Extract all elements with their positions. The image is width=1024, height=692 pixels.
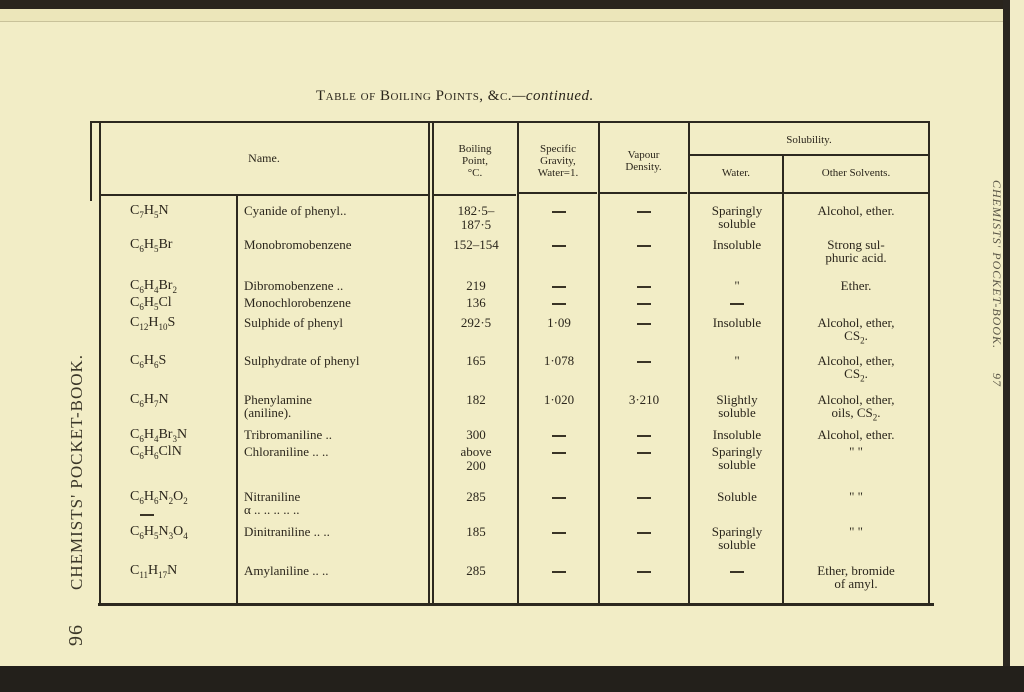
row-formula: $C_7H_5N$ [130, 203, 169, 220]
row-boiling-point: 182·5– [457, 203, 495, 218]
row-boiling-point: 165 [466, 353, 486, 368]
row-boiling-point-line2: 200 [466, 458, 486, 473]
row-water: Soluble [717, 489, 757, 504]
row-gravity: 1·020 [543, 392, 575, 407]
row-formula: $C_6H_4Br_2$ [130, 278, 177, 295]
row-other-solvents: " " [849, 489, 863, 504]
row-water: Insoluble [712, 237, 762, 252]
row-other-solvents: Alcohol, ether. [817, 203, 895, 218]
row-name: Amylaniline .. .. [244, 563, 329, 578]
row-name-line2: α .. .. .. .. .. [244, 502, 300, 517]
row-vapour-dash [637, 497, 651, 499]
row-boiling-point: 136 [466, 295, 486, 310]
row-other-solvents: Strong sul- [827, 237, 885, 252]
facing-page-number: 97 [990, 373, 1004, 388]
row-water: Insoluble [712, 315, 762, 330]
title-suffix: —continued. [512, 88, 594, 104]
row-formula: $C_6H_5Br$ [130, 237, 173, 254]
row-gravity-dash [552, 211, 566, 213]
book-title: CHEMISTS' POCKET-BOOK. [67, 353, 86, 590]
row-formula: $C_6H_6S$ [130, 353, 167, 370]
row-other-solvents-line2: $CS_2$. [844, 328, 868, 346]
row-name: Monochlorobenzene [244, 295, 351, 310]
row-boiling-point: above [460, 444, 492, 459]
row-boiling-point: 292·5 [460, 315, 492, 330]
row-other-solvents-line2: phuric acid. [825, 250, 887, 265]
row-formula: $C_6H_4Br_3N$ [130, 427, 188, 444]
row-gravity-dash [552, 245, 566, 247]
row-water-line2: soluble [718, 537, 756, 552]
row-water: Insoluble [712, 427, 762, 442]
header-other-solvents: Other Solvents. [821, 167, 891, 179]
row-other-solvents-line2: oils, $CS_2$. [831, 405, 881, 423]
row-water: " [734, 278, 740, 293]
row-name: Chloraniline .. .. [244, 444, 329, 459]
row-formula: $C_6H_5Cl$ [130, 295, 172, 312]
row-boiling-point: 185 [466, 524, 486, 539]
row-water: " [734, 353, 740, 368]
title-main: Table of Boiling Points, &c. [316, 88, 513, 104]
row-boiling-point: 285 [466, 563, 486, 578]
row-formula: $C_6H_7N$ [130, 392, 169, 409]
row-vapour-dash [637, 452, 651, 454]
row-gravity-dash [552, 452, 566, 454]
facing-page-edge [1010, 0, 1024, 692]
row-other-solvents: Ether. [840, 278, 872, 293]
row-vapour-dash [637, 532, 651, 534]
row-other-solvents: Alcohol, ether, [817, 315, 895, 330]
row-name: Cyanide of phenyl.. [244, 203, 347, 218]
row-gravity-dash [552, 286, 566, 288]
row-name: Phenylamine [244, 392, 312, 407]
row-name-line2: (aniline). [244, 405, 292, 420]
row-water-line2: soluble [718, 216, 756, 231]
row-formula: $C_6H_5N_3O_4$ [130, 524, 188, 541]
row-formula: $C_{12}H_{10}S$ [130, 315, 176, 332]
row-name: Dinitraniline .. .. [244, 524, 330, 539]
row-vapour-dash [637, 571, 651, 573]
row-other-solvents: Alcohol, ether, [817, 392, 895, 407]
facing-book-title: CHEMISTS' POCKET-BOOK. [990, 180, 1004, 350]
header-name: Name. [248, 151, 280, 165]
row-water: Sparingly [711, 203, 763, 218]
row-gravity-dash [552, 497, 566, 499]
row-name: Nitraniline [244, 489, 301, 504]
row-formula: $C_6H_6ClN$ [130, 444, 182, 461]
header-solubility: Solubility. [786, 134, 832, 146]
row-gravity: 1·078 [543, 353, 575, 368]
row-other-solvents: Alcohol, ether, [817, 353, 895, 368]
row-formula: $C_{11}H_{17}N$ [130, 563, 178, 580]
row-boiling-point: 285 [466, 489, 486, 504]
row-other-solvents: Alcohol, ether. [817, 427, 895, 442]
row-other-solvents: " " [849, 524, 863, 539]
row-name: Tribromaniline .. [244, 427, 332, 442]
row-vapour-dash [637, 286, 651, 288]
row-boiling-point: 182 [466, 392, 486, 407]
row-other-solvents-line2: of amyl. [834, 576, 878, 591]
header-gravity: Specific Gravity, Water=1. [537, 143, 579, 179]
row-vapour-dash [637, 323, 651, 325]
row-other-solvents: " " [849, 444, 863, 459]
row-name: Dibromobenzene .. [244, 278, 344, 293]
row-boiling-point: 152–154 [453, 237, 499, 252]
row-other-solvents-line2: $CS_2$. [844, 366, 868, 384]
row-gravity-dash [552, 532, 566, 534]
row-gravity-dash [552, 435, 566, 437]
row-name: Sulphide of phenyl [244, 315, 343, 330]
row-vapour-dash [637, 211, 651, 213]
row-vapour-dash [637, 245, 651, 247]
row-water: Sparingly [711, 444, 763, 459]
header-boiling: Boiling Point, °C. [458, 143, 492, 179]
header-vapour: Vapour Density. [625, 149, 662, 173]
nitraniline-variant-dash [140, 514, 154, 516]
row-water-dash [730, 571, 744, 573]
row-vapour-dash [637, 361, 651, 363]
row-gravity-dash [552, 303, 566, 305]
row-gravity: 1·09 [547, 315, 571, 330]
row-water-line2: soluble [718, 405, 756, 420]
row-vapour-dash [637, 303, 651, 305]
row-boiling-point-line2: 187·5 [460, 217, 492, 232]
row-other-solvents: Ether, bromide [817, 563, 895, 578]
row-boiling-point: 219 [466, 278, 486, 293]
row-water: Slightly [716, 392, 758, 407]
row-name: Sulphydrate of phenyl [244, 353, 360, 368]
row-water-line2: soluble [718, 457, 756, 472]
row-water: Sparingly [711, 524, 763, 539]
row-vapour: 3·210 [628, 392, 660, 407]
row-water-dash [730, 303, 744, 305]
header-water: Water. [721, 167, 751, 179]
row-formula: $C_6H_6N_2O_2$ [130, 489, 188, 506]
row-gravity-dash [552, 571, 566, 573]
row-name: Monobromobenzene [244, 237, 352, 252]
row-boiling-point: 300 [466, 427, 486, 442]
page-number: 96 [65, 624, 87, 646]
row-vapour-dash [637, 435, 651, 437]
